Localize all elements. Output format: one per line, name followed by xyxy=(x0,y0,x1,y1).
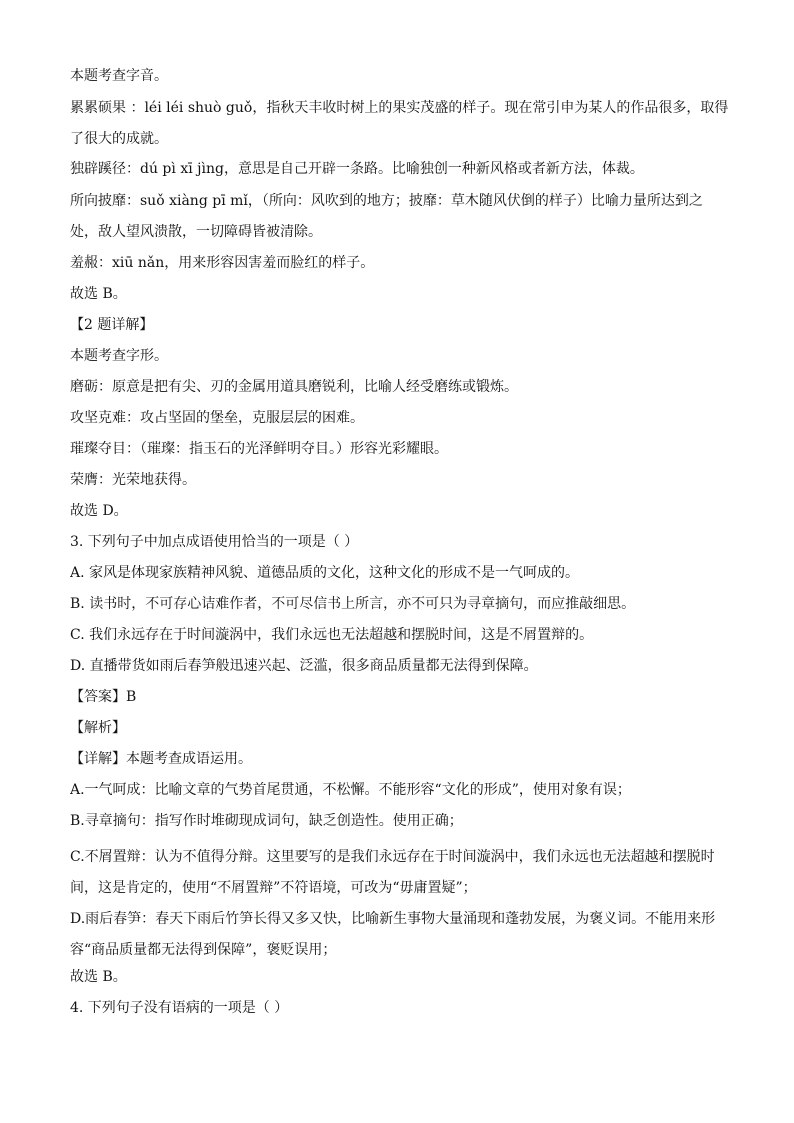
question-stem: 4. 下列句子没有语病的一项是（ ） xyxy=(70,1000,289,1016)
text-line: 独辟蹊径：dú pì xī jìng，意思是自己开辟一条路。比喻独创一种新风格或者新方法，体裁。 xyxy=(70,161,644,177)
question-option: C. 我们永远存在于时间漩涡中，我们永远也无法超越和摆脱时间，这是不屑置辩的。 xyxy=(70,627,594,643)
question-option: A. 家风是体现家族精神风貌、道德品质的文化，这种文化的形成不是一气呵成的。 xyxy=(70,565,580,581)
text-line: 故选 B。 xyxy=(70,969,127,985)
text-line: A.一气呵成：比喻文章的气势首尾贯通，不松懈。不能形容“文化的形成”，使用对象有误； xyxy=(70,782,631,798)
text-line: 璀璨夺目：（璀璨：指玉石的光泽鲜明夺目。）形容光彩耀眼。 xyxy=(70,441,448,457)
question-option: D. 直播带货如雨后春笋般迅速兴起、泛滥，很多商品质量都无法得到保障。 xyxy=(70,658,538,674)
text-line: 磨砺：原意是把有尖、刃的金属用道具磨锐利，比喻人经受磨练或锻炼。 xyxy=(70,379,518,395)
question-option: B. 读书时，不可存心诘难作者，不可尽信书上所言，亦不可只为寻章摘句，而应推敲细思。 xyxy=(70,596,636,612)
text-line: 本题考查字形。 xyxy=(70,348,168,364)
text-line: 本题考查字音。 xyxy=(70,68,168,84)
question-stem: 3. 下列句子中加点成语使用恰当的一项是（ ） xyxy=(70,534,359,550)
text-line: B.寻章摘句：指写作时堆砌现成词句，缺乏创造性。使用正确； xyxy=(70,813,463,829)
text-paragraph: 累累硕果 ：léi léi shuò guǒ，指秋天丰收时树上的果实茂盛的样子。现在常引申为某人的作品很多，取得了很大的成就。 xyxy=(70,100,729,147)
section-heading: 【解析】 xyxy=(70,720,126,736)
text-line: 羞赧：xiū nǎn，用来形容因害羞而脸红的样子。 xyxy=(70,255,375,271)
text-line: 故选 D。 xyxy=(70,503,128,519)
text-line: 【详解】本题考查成语运用。 xyxy=(70,751,252,767)
section-heading: 【2 题详解】 xyxy=(70,317,154,333)
text-line: 攻坚克难：攻占坚固的堡垒，克服层层的困难。 xyxy=(70,410,364,426)
answer-line: 【答案】B xyxy=(70,689,137,705)
text-paragraph: 所向披靡：suǒ xiàng pī mǐ，（所向：风吹到的地方；披靡：草木随风伏倒的样子）比喻力量所达到之处，敌人望风溃散，一切障碍皆被清除。 xyxy=(70,193,703,240)
text-paragraph: D.雨后春笋：春天下雨后竹笋长得又多又快，比喻新生事物大量涌现和蓬勃发展，为褒义词。不能用来形容“商品质量都无法得到保障”，褒贬误用； xyxy=(70,911,716,958)
text-paragraph: C.不屑置辩：认为不值得分辩。这里要写的是我们永远存在于时间漩涡中，我们永远也无法超越和摆脱时间，这是肯定的，使用“不屑置辩”不符语境，可改为“毋庸置疑”； xyxy=(70,849,715,896)
text-line: 荣膺：光荣地获得。 xyxy=(70,472,196,488)
text-line: 故选 B。 xyxy=(70,286,127,302)
